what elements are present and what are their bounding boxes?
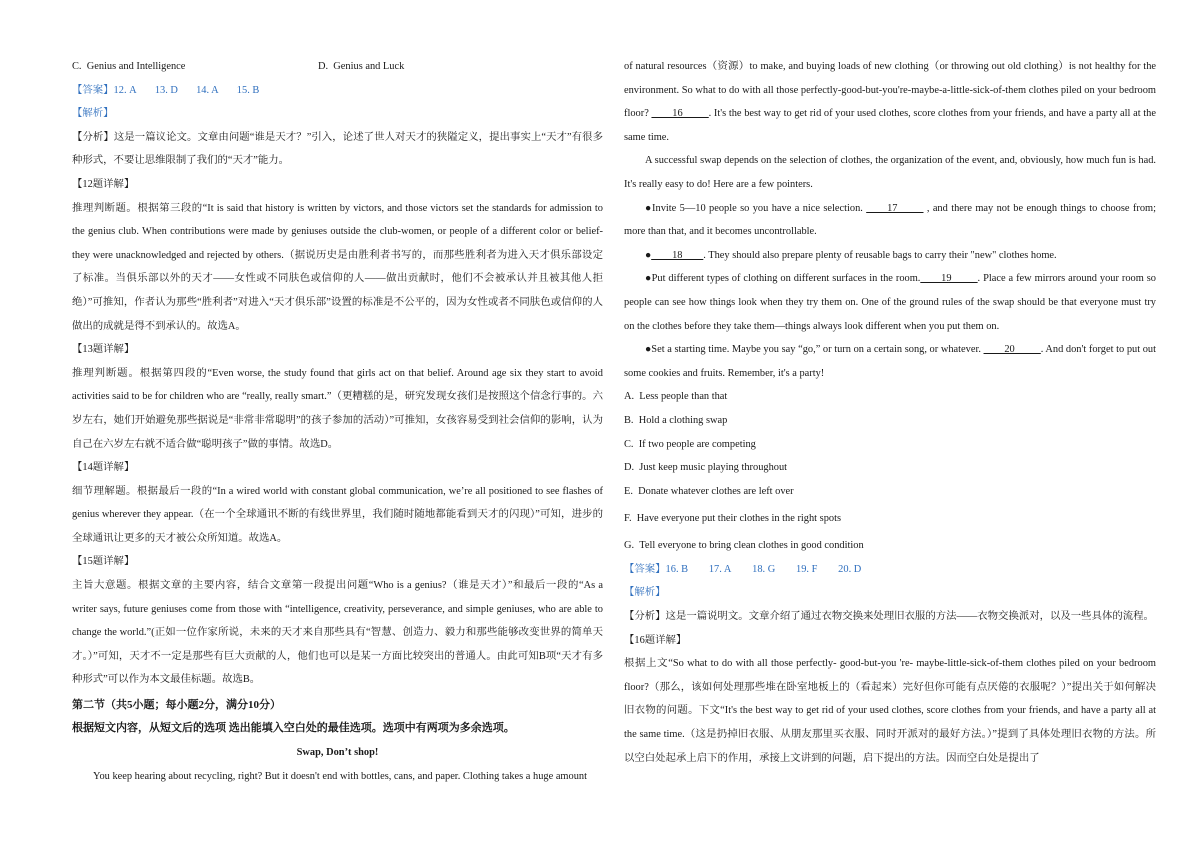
answer-line: 【答案】12. A 13. D 14. A 15. B [72,84,260,96]
pointer-4-text-a: ●Set a starting time. Maybe you say “go,” or turn on a certain song, or whatever. [645,344,984,356]
analysis-label: 【解析】 [72,108,114,120]
pointer-4-text-b: . And don't forget to put out some cookies and fruits. Remember, it's a party! [624,344,1157,379]
q16-explanation: 根据上文“So what to do with all those perfectly- good-but-you 're- maybe-little-sick-of-them clothes piled on your bedroom floor?（那么，该如何处理那些堆在卧室地板上的（看起来）完好但你可能有点厌倦的衣服呢？）”提出关于如何解决旧衣物的问题。下文“It's the best way to get rid of your used clothes, score clothes from your friends, and have a party all at the same time.（这是扔掉旧衣服、从朋友那里买衣服、同时开派对的最好方法。）”提到了具体处理旧衣物的方法。所以空白处起承上启下的作用，承接上文讲到的问题，启下提出的方法。因而空白处是提出了 [624,658,1156,764]
q13-heading: 【13题详解】 [72,344,135,356]
left-column [72,55,603,788]
q15-explanation: 主旨大意题。根据文章的主要内容，结合文章第一段提出问题“Who is a genius?（谁是天才）”和最后一段的“As a writer says, future geniuses come from those with “intelligence, creativity, perseverance, and simple geniuses, who are able to change the world.”(正如一位作家所说，未来的天才来自那些具有“智慧、创造力、毅力和那些能够改变世界的简单天才。）”可知，天才不一定是那些有巨大贡献的人，他们也可以是某一方面比较突出的普通人。由此可知B项“天才有多种形式”可以作为本文最佳标题。故选B。 [72,580,603,686]
analysis-summary-2: 【分析】这是一篇说明文。文章介绍了通过衣物交换来处理旧衣服的方法——衣物交换派对，以及一些具体的流程。 [624,611,1154,623]
q13-explanation: 推理判断题。根据第四段的“Even worse, the study found that girls act on that belief. Around age six they start to avoid activities said to be for children who are “really, really smart.”（更糟糕的是，研究发现女孩们是按照这个信念行事的。六岁左右，她们开始避免那些据说是“非常非常聪明”的孩子参加的活动）”可推知，女孩容易受到社会信仰的影响，认为自己在六岁左右就不适合做“聪明孩子”做的事情。故选D。 [72,367,603,450]
q12-heading: 【12题详解】 [72,178,135,190]
q12-explanation: 推理判断题。根据第三段的“It is said that history is written by victors, and those victors set the standards for admission to the genius club. When contributions were made by geniuses outside the club-women, or people of a different color or belief-they were unacknowledged and rejected by others.（据说历史是由胜利者书写的，而那些胜利者为进入天才俱乐部设定了标准。当俱乐部以外的天才——女性或不同肤色或信仰的人——做出贡献时，他们不会被承认并且被其他人拒绝）”可推知，作者认为那些“胜利者”对进入“天才俱乐部”设置的标准是不公平的，因为女性或者不同肤色或信仰的人做出的成就是得不到承认的。故选A。 [72,202,603,332]
pointer-4 [624,338,1156,385]
pointer-2-text-a: ● [645,249,652,261]
blank-19: ____19_____ [920,273,978,285]
option-a: A. Less people than that [624,391,728,403]
option-d: D. Genius and Luck [318,61,405,72]
option-d: D. Just keep music playing throughout [624,462,788,474]
p1-text-b: . It's the best way to get rid of your used clothes, score clothes from your friends, and have a party all at the same time. [624,108,1156,143]
q14-heading: 【14题详解】 [72,462,135,474]
options-c-d [72,55,603,79]
analysis-summary: 【分析】这是一篇议论文。文章由问题“谁是天才？”引入，论述了世人对天才的狭隘定义，提出事实上“天才”有很多种形式，不要让思维限制了我们的“天才”能力。 [72,131,603,167]
blank-16: ____16_____ [651,108,709,120]
pointer-1-text-a: ●Invite 5—10 people so you have a nice selection. [645,202,867,214]
pointer-2-text-b: . They should also prepare plenty of reusable bags to carry their "new" clothes home. [703,249,1057,261]
pointer-3 [624,267,1156,338]
answer-line-2: 【答案】16. B 17. A 18. G 19. F 20. D [624,563,862,575]
passage-title: Swap, Don’t shop! [296,747,379,759]
section-heading: 第二节（共5小题；每小题2分，满分10分） [72,699,281,712]
blank-20: ____20_____ [983,344,1041,356]
q16-heading: 【16题详解】 [624,634,687,646]
option-g: G. Tell everyone to bring clean clothes in good condition [624,540,864,552]
option-f: F. Have everyone put their clothes in the right spots [624,513,842,525]
passage-paragraph-1: You keep hearing about recycling, right? But it doesn't end with bottles, cans, and paper. Clothing takes a huge amount [93,770,587,782]
p1-text-a: of natural resources（资源）to make, and buying loads of new clothing（or throwing out old clothing）is not healthy for the environment. So what to do with all those perfectly-good-but-you're-maybe-a-little-sick-of-them clothes piled on your bedroom floor? [624,61,1156,120]
blank-18: ____18____ [651,249,704,261]
passage-paragraph-2: A successful swap depends on the selection of clothes, the organization of the event, and, obviously, how much fun is had. It's really easy to do! Here are a few pointers. [624,155,1156,190]
option-c: C. Genius and Intelligence [72,61,186,72]
q15-heading: 【15题详解】 [72,556,135,568]
q14-explanation: 细节理解题。根据最后一段的“In a wired world with constant global communication, we’re all positioned to see flashes of genius wherever they appear.（在一个全球通讯不断的有线世界里，我们随时随地都能看到天才的闪现）”可知，进步的全球通讯让更多的天才被公众所知道。故选A。 [72,485,603,544]
analysis-label-2: 【解析】 [624,587,666,599]
pointer-3-text-b: . Place a few mirrors around your room so people can see how things look when they try them on. One of the ground rules of the swap should be that everyone must try on the clothes before they take them—things always look different when you put them on. [624,273,1156,332]
option-b: B. Hold a clothing swap [624,414,728,426]
blank-17: ____17_____ [866,202,924,214]
pointer-2 [624,244,1156,268]
pointer-1-text-b: , and there may not be enough things to choose from; more than that, and it becomes uncontrollable. [624,202,1156,238]
pointer-1 [624,197,1156,244]
section-instruction: 根据短文内容，从短文后的选项 选出能填入空白处的最佳选项。选项中有两项为多余选项。 [72,722,515,735]
passage-paragraph-1-cont [624,55,1156,149]
right-column [624,55,1156,770]
option-c: C. If two people are competing [624,438,756,450]
option-e: E. Donate whatever clothes are left over [624,485,794,497]
pointer-3-text-a: ●Put different types of clothing on different surfaces in the room. [645,273,921,285]
